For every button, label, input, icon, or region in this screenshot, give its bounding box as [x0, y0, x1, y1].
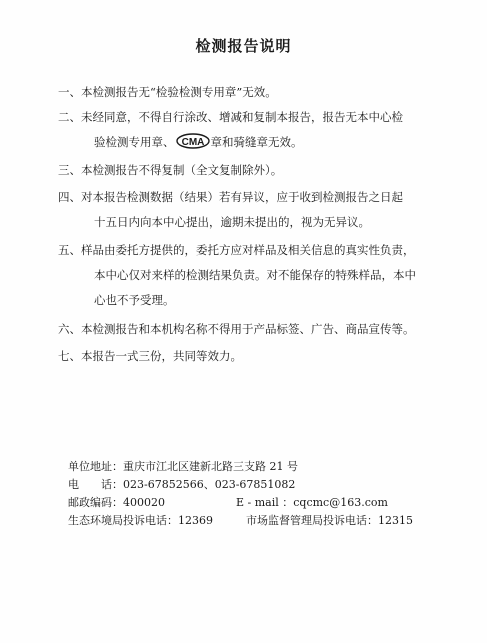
clause-5-line-3: 心也不予受理。 [94, 293, 175, 307]
clause-3: 三、本检测报告不得复制（全文复制除外）。 [58, 163, 283, 177]
footer-env-complaint: 生态环境局投诉电话：12369 [68, 514, 213, 527]
footer-postcode: 邮政编码：400020 [68, 496, 165, 509]
clause-5-line-1: 五、样品由委托方提供的，委托方应对样品及相关信息的真实性负责， [58, 243, 415, 257]
clause-4-line-1: 四、对本报告检测数据（结果）若有异议，应于收到检测报告之日起 [58, 190, 403, 204]
footer-email: E - mail ：cqcmc@163.com [236, 496, 388, 509]
cma-logo-text: CMA [181, 137, 204, 148]
footer-market-complaint: 市场监督管理局投诉电话：12315 [246, 514, 413, 527]
clause-7: 七、本报告一式三份，共同等效力。 [58, 349, 242, 363]
clause-2-line-1: 二、未经同意，不得自行涂改、增减和复制本报告，报告无本中心检 [58, 110, 403, 124]
clause-2-line-2 [94, 129, 303, 159]
page-title: 检测报告说明 [195, 37, 292, 55]
footer-phone: 电 话：023-67852566、023-67851082 [68, 478, 296, 491]
footer-address: 单位地址：重庆市江北区建新北路三支路 21 号 [68, 460, 298, 473]
clause-2-text-post: 章和骑缝章无效。 [210, 135, 303, 149]
clause-6: 六、本检测报告和本机构名称不得用于产品标签、广告、商品宣传等。 [58, 322, 415, 336]
cma-logo-icon [176, 132, 210, 159]
clause-2-text-pre: 验检测专用章、 [94, 135, 175, 149]
clause-4-line-2: 十五日内向本中心提出，逾期未提出的，视为无异议。 [94, 215, 370, 229]
clause-5-line-2: 本中心仅对来样的检测结果负责。对不能保存的特殊样品，本中 [94, 268, 416, 282]
clause-1: 一、本检测报告无“检验检测专用章”无效。 [58, 85, 277, 99]
